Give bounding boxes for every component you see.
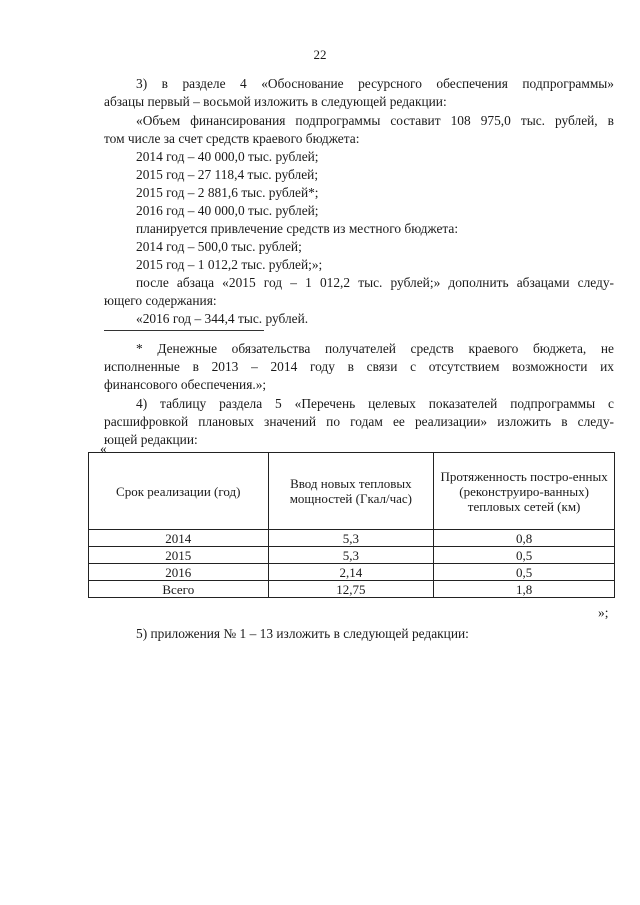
year-line-2016: 2016 год – 40 000,0 тыс. рублей; (136, 203, 319, 218)
header-capacity: Ввод новых тепловых мощностей (Гкал/час) (268, 453, 434, 530)
year-line-2014: 2014 год – 40 000,0 тыс. рублей; (136, 149, 319, 164)
quote-line1: «Объем финансирования подпрограммы составит 108 975,0 тыс. рублей, в (136, 113, 614, 128)
cell-year: 2014 (89, 530, 269, 547)
local-intro: планируется привлечение средств из местного бюджета: (136, 221, 459, 236)
local-line1: 2014 год – 500,0 тыс. рублей; (136, 239, 302, 254)
cell-length: 0,8 (434, 530, 615, 547)
header-period: Срок реализации (год) (89, 453, 269, 530)
cell-capacity: 5,3 (268, 530, 434, 547)
item3-line1: 3) в разделе 4 «Обоснование ресурсного обеспечения подпрограммы» (136, 76, 614, 91)
table-row (89, 564, 615, 581)
footnote-rule (104, 330, 264, 331)
cell-length: 0,5 (434, 564, 615, 581)
item5-line: 5) приложения № 1 – 13 изложить в следующей редакции: (136, 626, 469, 641)
footnote-line3: финансового обеспечения.»; (104, 377, 267, 392)
item4-line3: ющей редакции: (104, 432, 198, 447)
cell-year: 2016 (89, 564, 269, 581)
cell-capacity: 5,3 (268, 547, 434, 564)
year-line-2015: 2015 год – 27 118,4 тыс. рублей; (136, 167, 319, 182)
item3-line2: абзацы первый – восьмой изложить в следующей редакции: (104, 94, 447, 109)
after-line2: ющего содержания: (104, 293, 217, 308)
cell-year: 2015 (89, 547, 269, 564)
year-line-2015-extra: 2015 год – 2 881,6 тыс. рублей*; (136, 185, 319, 200)
page-number: 22 (313, 47, 327, 62)
quote-line2: том числе за счет средств краевого бюджета: (104, 131, 360, 146)
table-open-quote: « (100, 441, 107, 456)
table-row (89, 547, 615, 564)
after-line1: после абзаца «2015 год – 1 012,2 тыс. рублей;» дополнить абзацами следу- (136, 275, 614, 290)
table-row (89, 530, 615, 547)
cell-length: 0,5 (434, 547, 615, 564)
cell-year: Всего (89, 581, 269, 598)
cell-capacity: 12,75 (268, 581, 434, 598)
table-header-row (89, 453, 615, 530)
footnote-line2: исполненные в 2013 – 2014 году в связи с отсутствием возможности их (104, 359, 614, 374)
cell-capacity: 2,14 (268, 564, 434, 581)
local-line2: 2015 год – 1 012,2 тыс. рублей;»; (136, 257, 323, 272)
cell-length: 1,8 (434, 581, 615, 598)
header-network-length: Протяженность постро-енных (реконструиро-ванных) тепловых сетей (км) (434, 453, 615, 530)
table-close-quote: »; (598, 605, 609, 620)
target-indicators-table (88, 452, 615, 598)
item4-line2: расшифровкой плановых значений по годам ее реализации» изложить в следу- (104, 414, 614, 429)
after-line3: «2016 год – 344,4 тыс. рублей. (136, 311, 309, 326)
table-row-total (89, 581, 615, 598)
item4-line1: 4) таблицу раздела 5 «Перечень целевых показателей подпрограммы с (136, 396, 614, 411)
footnote-line1: * Денежные обязательства получателей средств краевого бюджета, не (136, 341, 614, 356)
